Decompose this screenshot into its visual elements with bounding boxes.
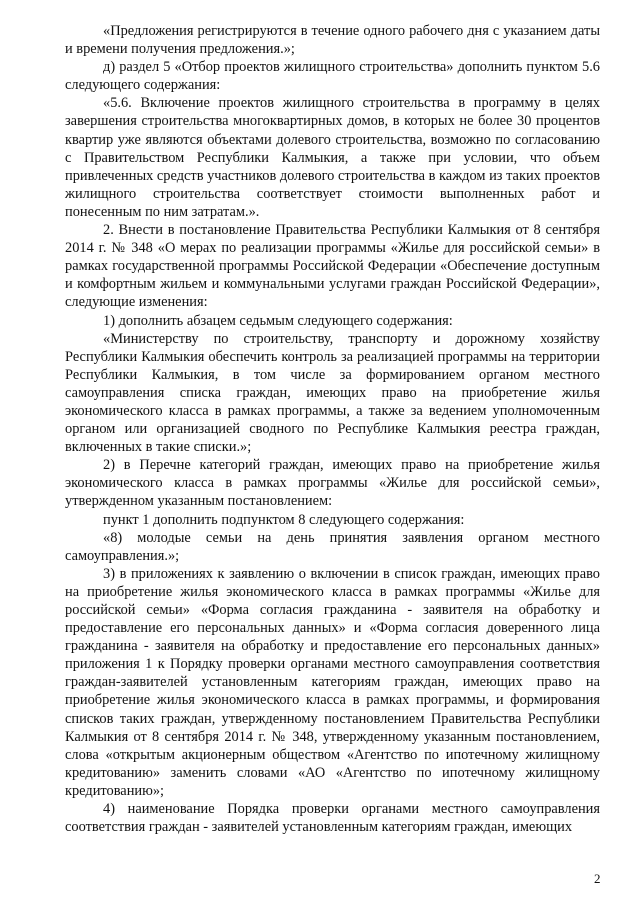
paragraph-clause-5-6: «5.6. Включение проектов жилищного строительства в программу в целях завершения строительства многоквартирных домов, в которых не более 30 процентов квартир уже являются объектами долевого строительства, возможно по согласованию с Правительством Республики Калмыкия, а также при условии, что объем привлеченных средств участников долевого строительства в каждом из таких проектов жилищного строительства соответствует стоимости выполненных работ и понесенным по ним затратам.». (65, 95, 600, 220)
paragraph-proposals-registration: «Предложения регистрируются в течение одного рабочего дня с указанием даты и времени получения предложения.»; (65, 23, 600, 58)
paragraph-item-2-amendments: 2. Внести в постановление Правительства Республики Калмыкия от 8 сентября 2014 г. № 348 «О мерах по реализации программы «Жилье для российской семьи» в рамках государственной программы Российской Федерации «Обеспечение доступным и комфортным жильем и коммунальными услугами граждан Российской Федерации», следующие изменения: (65, 222, 600, 311)
paragraph-subitem-2: 2) в Перечне категорий граждан, имеющих право на приобретение жилья экономического класса в рамках программы «Жилье для российской семьи», утвержденном указанным постановлением: (65, 457, 600, 510)
paragraph-section-5-amendment: д) раздел 5 «Отбор проектов жилищного строительства» дополнить пунктом 5.6 следующего содержания: (65, 59, 600, 94)
paragraph-subitem-4: 4) наименование Порядка проверки органами местного самоуправления соответствия граждан - заявителей установленным категориям граждан, имеющих (65, 801, 600, 836)
paragraph-ministry-control: «Министерству по строительству, транспорту и дорожному хозяйству Республики Калмыкия обеспечить контроль за реализацией программы на территории Республики Калмыкия, в том числе за формированием органом местного самоуправления списка граждан, имеющих право на приобретение жилья экономического класса в рамках программы, а также за ведением уполномоченным органом или организацией сводного по Республике Калмыкия реестра граждан, включенных в такие списки.»; (65, 330, 600, 456)
document-body (65, 22, 600, 836)
paragraph-young-families: «8) молодые семьи на день принятия заявления органом местного самоуправления.»; (65, 529, 600, 564)
paragraph-clause-1-supplement: пункт 1 дополнить подпунктом 8 следующего содержания: (103, 511, 465, 528)
paragraph-subitem-1: 1) дополнить абзацем седьмым следующего содержания: (103, 312, 453, 329)
paragraph-subitem-3: 3) в приложениях к заявлению о включении в список граждан, имеющих право на приобретение жилья экономического класса в рамках программы «Жилье для российской семьи» «Форма согласия гражданина - заявителя на обработку и предоставление его персональных данных» и «Форма согласия доверенного лица гражданина - заявителя на обработку и предоставление его персональных данных» приложения 1 к Порядку проверки органами местного самоуправления соответствия граждан-заявителей установленным категориям граждан, имеющих право на приобретение жилья экономического класса в рамках программы, и формирования списков таких граждан, утвержденному постановлением Правительства Республики Калмыкия от 8 сентября 2014 г. № 348, утвержденному указанным постановлением, слова «открытым акционерным обществом «Агентство по ипотечному жилищному кредитованию» заменить словами «АО «Агентство по ипотечному жилищному кредитованию»; (65, 565, 600, 799)
page-number: 2 (594, 871, 601, 886)
